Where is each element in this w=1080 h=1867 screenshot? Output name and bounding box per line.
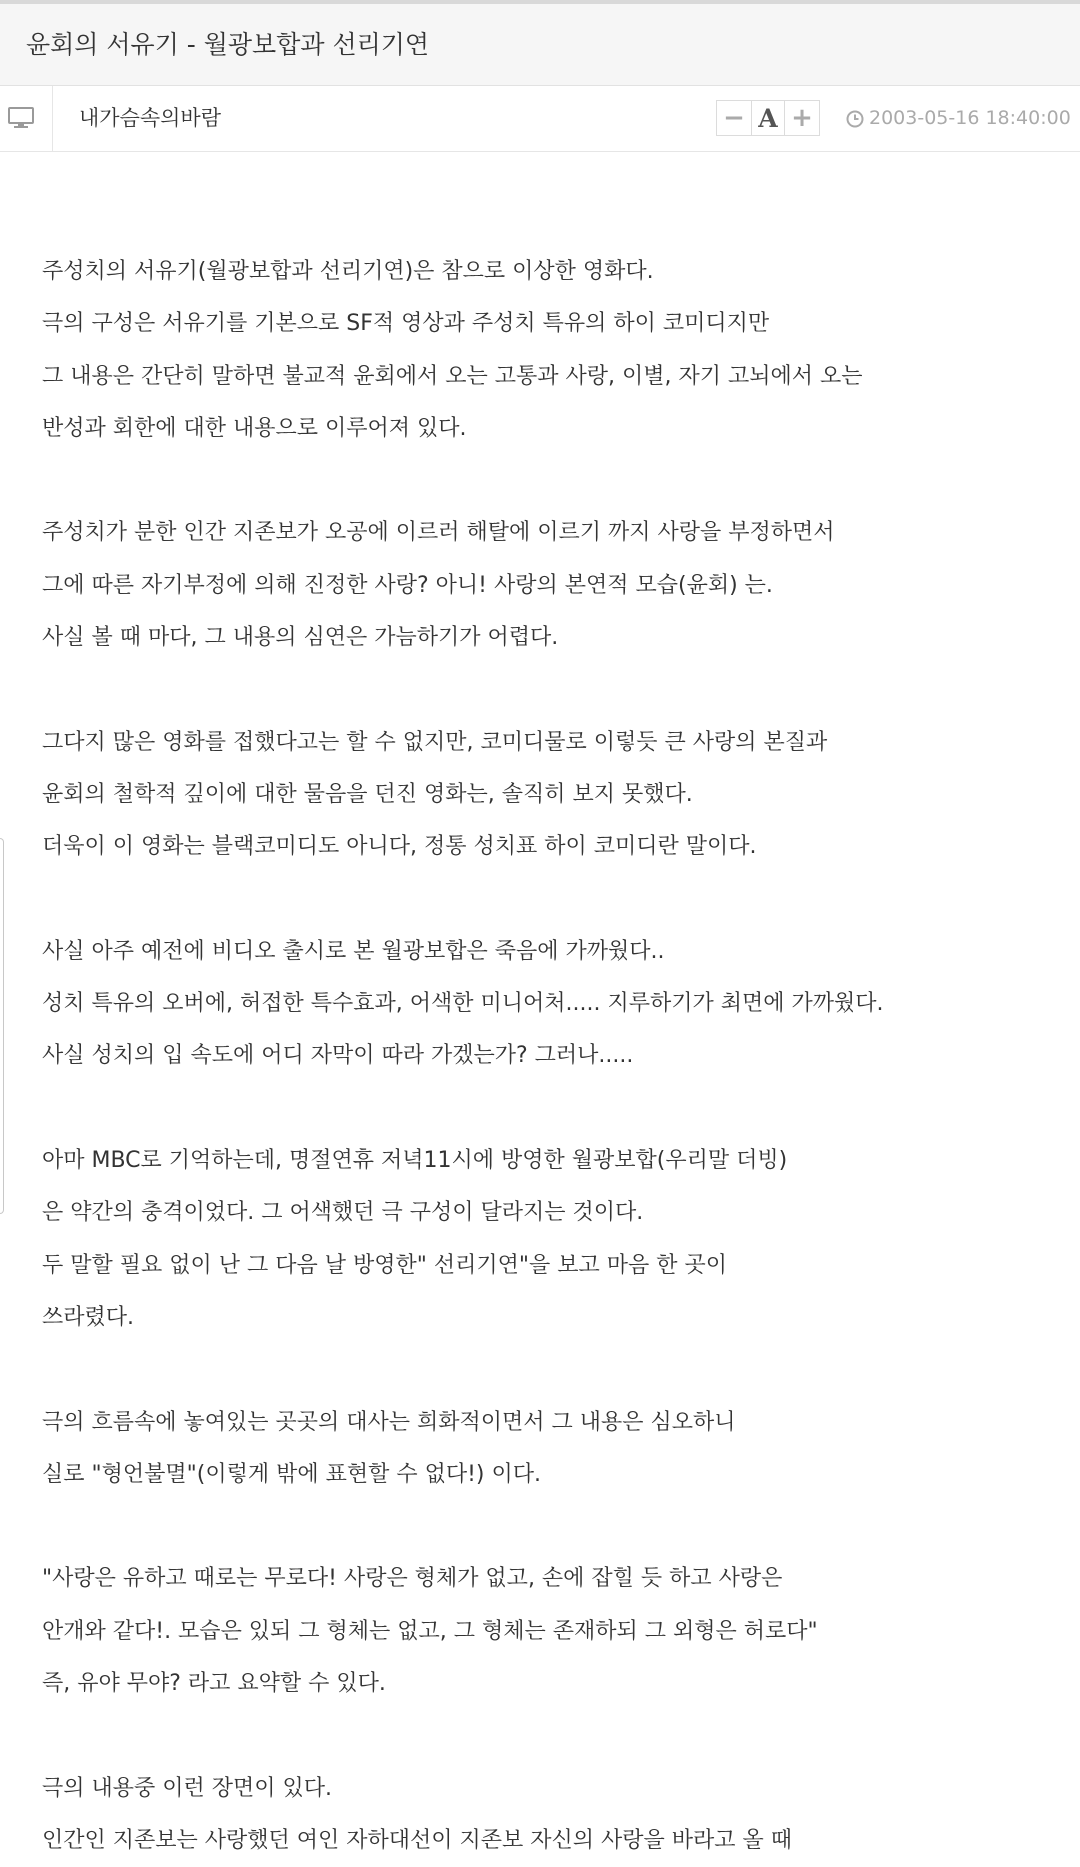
article-line: 은 약간의 충격이었다. 그 어색했던 극 구성이 달라지는 것이다. xyxy=(42,1200,644,1226)
article-line: 윤회의 철학적 깊이에 대한 물음을 던진 영화는, 솔직히 보지 못했다. xyxy=(42,781,693,807)
article-line: 극의 내용중 이런 장면이 있다. xyxy=(42,1775,332,1801)
article-line: 반성과 회한에 대한 내용으로 이루어져 있다. xyxy=(42,415,467,441)
scroll-rail[interactable] xyxy=(0,838,4,1214)
author-name[interactable]: 내가슴속의바람 xyxy=(79,106,222,130)
paragraph-gap xyxy=(42,455,1052,507)
article-line: 주성치의 서유기(월광보합과 선리기연)은 참으로 이상한 영화다. xyxy=(42,259,654,284)
title-bar xyxy=(0,4,1080,86)
paragraph-gap xyxy=(42,1710,1052,1762)
article-line: 안개와 같다!. 모습은 있되 그 형체는 없고, 그 형체는 존재하되 그 외형은 허로다" xyxy=(42,1618,818,1644)
meta-bar xyxy=(0,86,1080,152)
article-paragraph xyxy=(42,246,1052,455)
article-paragraph xyxy=(42,1397,1052,1502)
article-line: 그에 따른 자기부정에 의해 진정한 사랑? 아니! 사랑의 본연적 모습(윤회) 는. xyxy=(42,572,773,598)
paragraph-gap xyxy=(42,664,1052,716)
article-line: 아마 MBC로 기억하는데, 명절연휴 저녁11시에 방영한 월광보합(우리말 더빙) xyxy=(42,1148,788,1174)
article-paragraph xyxy=(42,507,1052,664)
article-line: 그다지 많은 영화를 접했다고는 할 수 없지만, 코미디물로 이렇듯 큰 사랑의 본질과 xyxy=(42,729,828,755)
article-line: 쓰라렸다. xyxy=(42,1304,135,1330)
article-paragraph xyxy=(42,717,1052,874)
paragraph-gap xyxy=(42,874,1052,926)
paragraph-gap xyxy=(42,1344,1052,1396)
article-line: 두 말할 필요 없이 난 그 다음 날 방영한" 선리기연"을 보고 마음 한 곳이 xyxy=(42,1252,727,1278)
article-body xyxy=(42,246,1052,1867)
article-line: 주성치가 분한 인간 지존보가 오공에 이르러 해탈에 이르기 까지 사랑을 부정하면서 xyxy=(42,520,835,546)
article-paragraph xyxy=(42,1553,1052,1710)
article-line: 더욱이 이 영화는 블랙코미디도 아니다, 정통 성치표 하이 코미디란 말이다. xyxy=(42,834,757,860)
article-line: 즉, 유야 무야? 라고 요약할 수 있다. xyxy=(42,1671,386,1697)
monitor-icon xyxy=(8,107,34,129)
paragraph-gap xyxy=(42,1083,1052,1135)
article-line: 극의 구성은 서유기를 기본으로 SF적 영상과 주성치 특유의 하이 코미디지만 xyxy=(42,311,770,337)
font-size-control xyxy=(716,100,820,136)
post-date-text: 2003-05-16 18:40:00 xyxy=(869,107,1071,129)
device-indicator xyxy=(0,86,53,151)
article-line: 성치 특유의 오버에, 허접한 특수효과, 어색한 미니어처..... 지루하기가 최면에 가까웠다. xyxy=(42,991,884,1017)
font-increase-button[interactable]: + xyxy=(791,103,813,133)
paragraph-gap xyxy=(42,1501,1052,1553)
article-line: 사실 아주 예전에 비디오 출시로 본 월광보합은 죽음에 가까웠다.. xyxy=(42,938,665,964)
article-paragraph xyxy=(42,1135,1052,1344)
font-reset-button[interactable]: A xyxy=(751,101,785,135)
article-line: 인간인 지존보는 사랑했던 여인 자하대선이 지존보 자신의 사랑을 바라고 올 때 xyxy=(42,1827,792,1853)
article-line: 그 내용은 간단히 말하면 불교적 윤회에서 오는 고통과 사랑, 이별, 자기 고뇌에서 오는 xyxy=(42,363,863,389)
article-line: "사랑은 유하고 때로는 무로다! 사랑은 형체가 없고, 손에 잡힐 듯 하고 사랑은 xyxy=(42,1566,783,1592)
article-line: 극의 흐름속에 놓여있는 곳곳의 대사는 희화적이면서 그 내용은 심오하니 xyxy=(42,1409,736,1435)
article-line: 실로 "형언불멸"(이렇게 밖에 표현할 수 없다!) 이다. xyxy=(42,1461,541,1487)
article-paragraph xyxy=(42,1763,1052,1867)
post-date xyxy=(846,86,1071,151)
article-line: 사실 성치의 입 속도에 어디 자막이 따라 가겠는가? 그러나..... xyxy=(42,1043,634,1069)
clock-icon xyxy=(846,110,864,128)
font-decrease-button[interactable]: − xyxy=(723,103,745,133)
page-title: 윤회의 서유기 - 월광보합과 선리기연 xyxy=(26,30,430,59)
article-paragraph xyxy=(42,926,1052,1083)
article-line: 사실 볼 때 마다, 그 내용의 심연은 가늠하기가 어렵다. xyxy=(42,625,559,651)
